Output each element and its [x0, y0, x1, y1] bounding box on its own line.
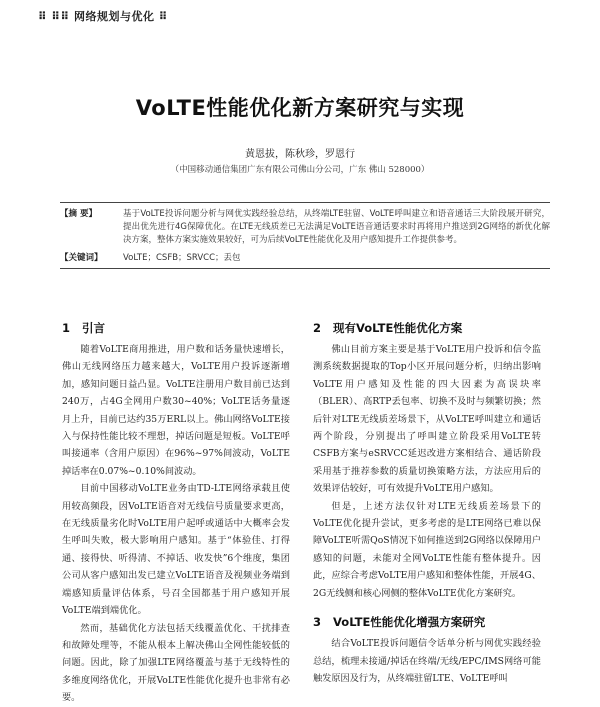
- section-2-paragraph-1: 佛山目前方案主要是基于VoLTE用户投诉和信令监测系统数据提取的Top小区开展问题分析，归纳出影响VoLTE用户感知及性能的四大因素为高误块率（BLER）、高RTP丢包率、切换不及时与频繁切换；然后针对LTE无线质差场景下，从VoLTE呼叫建立和通话两个阶段，分别提出了呼叫建立阶段采用VoLTE转CSFB方案与eSRVCC延迟改进方案相结合、通话阶段采用基于推荐参数的质量切换策略方法，方法应用后的效果评估较好，可有效提升VoLTE用户感知。: [313, 344, 541, 495]
- keywords-text: VoLTE；CSFB；SRVCC；丢包: [123, 253, 241, 263]
- section-1-paragraph-2: 目前中国移动VoLTE业务由TD-LTE网络承载且使用较高频段，因VoLTE语音对无线信号质量要求更高，在无线质量劣化时VoLTE用户起呼或通话中大概率会发生呼叫失败，极大影响用户感知。基于“体验佳、打得通、接得快、听得清、不掉话、收发快”6个维度，集团公司从客户感知出发已建立VoLTE语音及视频业务端到端感知质量评估体系，号召全国都基于用户感知开展VoLTE端到端优化。: [62, 483, 290, 617]
- abstract-block: [60, 208, 550, 247]
- section-1-heading: [62, 320, 290, 336]
- running-header: ⠿ ⠿⠿ 网络规划与优化 ⠿: [38, 10, 168, 23]
- right-column: [313, 320, 541, 687]
- section-3-number: 3: [313, 615, 322, 630]
- left-column: [62, 320, 290, 707]
- abstract-top-rule: [60, 202, 550, 203]
- section-2-title: 现有VoLTE性能优化方案: [333, 321, 463, 335]
- authors: 黄恩拔，陈秋珍，罗恩行: [245, 149, 355, 160]
- section-1-paragraph-3: 然而，基础优化方法包括天线覆盖优化、干扰排查和故障处理等，不能从根本上解决佛山全网性能较低的问题。因此，除了加强LTE网络覆盖与基于无线特性的多维度网络优化，开展VoLTE性能优化提升也非常有必要。: [62, 622, 290, 704]
- section-3-title: VoLTE性能优化增强方案研究: [333, 615, 486, 630]
- section-2-paragraph-2: 但是，上述方法仅针对LTE无线质差场景下的VoLTE优化提升尝试，更多考虑的是LTE网络已难以保障VoLTE听需QoS情况下如何推送到2G网络以保障用户感知的问题，未能对全网VoLTE性能有整体提升。因此，应综合考虑VoLTE用户感知和整体性能，开展4G、2G无线侧和核心网侧的整体VoLTE优化方案研究。: [313, 500, 541, 599]
- section-1-paragraph-1: 随着VoLTE商用推进，用户数和话务量快速增长，佛山无线网络压力越来越大，VoLTE用户投诉逐渐增加，感知问题日益凸显。VoLTE注册用户数目前已达到240万，占4G全网用户数30~40%；VoLTE话务量逐月上升，目前已达约35万ERL以上。佛山网络VoLTE接入与保持性能比较不理想，掉话问题是短板。VoLTE呼叫接通率（含用户原因）在96%~97%间波动，VoLTE掉话率在0.07%~0.10%间波动。: [62, 344, 290, 477]
- abstract-bottom-rule: [60, 268, 550, 269]
- section-1-title: 引言: [82, 321, 106, 335]
- affiliation: （中国移动通信集团广东有限公司佛山分公司，广东 佛山 528000）: [170, 165, 430, 175]
- keywords-block: [60, 252, 550, 265]
- abstract-label: 【摘 要】: [60, 209, 97, 219]
- section-2-number: 2: [313, 321, 322, 335]
- abstract-text: 基于VoLTE投诉问题分析与网优实践经验总结，从终端LTE驻留、VoLTE呼叫建立和语音通话三大阶段展开研究，提出优先进行4G保障优化。在LTE无线质差已无法满足VoLTE语音通话要求时再将用户推送到2G网络的新优化解决方案，整体方案实施效果较好，可为后续VoLTE性能优化及用户感知提升工作提供参考。: [123, 209, 550, 245]
- section-3-paragraph-1: 结合VoLTE投诉问题信令话单分析与网优实践经验总结，梳理未接通/掉话在终端/无线/EPC/IMS网络可能触发原因及行为，从终端驻留LTE、VoLTE呼叫: [313, 638, 541, 684]
- section-gap: [313, 602, 541, 614]
- keywords-label: 【关键词】: [60, 253, 103, 263]
- paper-title: VoLTE性能优化新方案研究与实现: [135, 96, 465, 120]
- section-2-heading: [313, 320, 541, 336]
- section-1-number: 1: [62, 321, 71, 335]
- section-3-heading: [313, 614, 541, 630]
